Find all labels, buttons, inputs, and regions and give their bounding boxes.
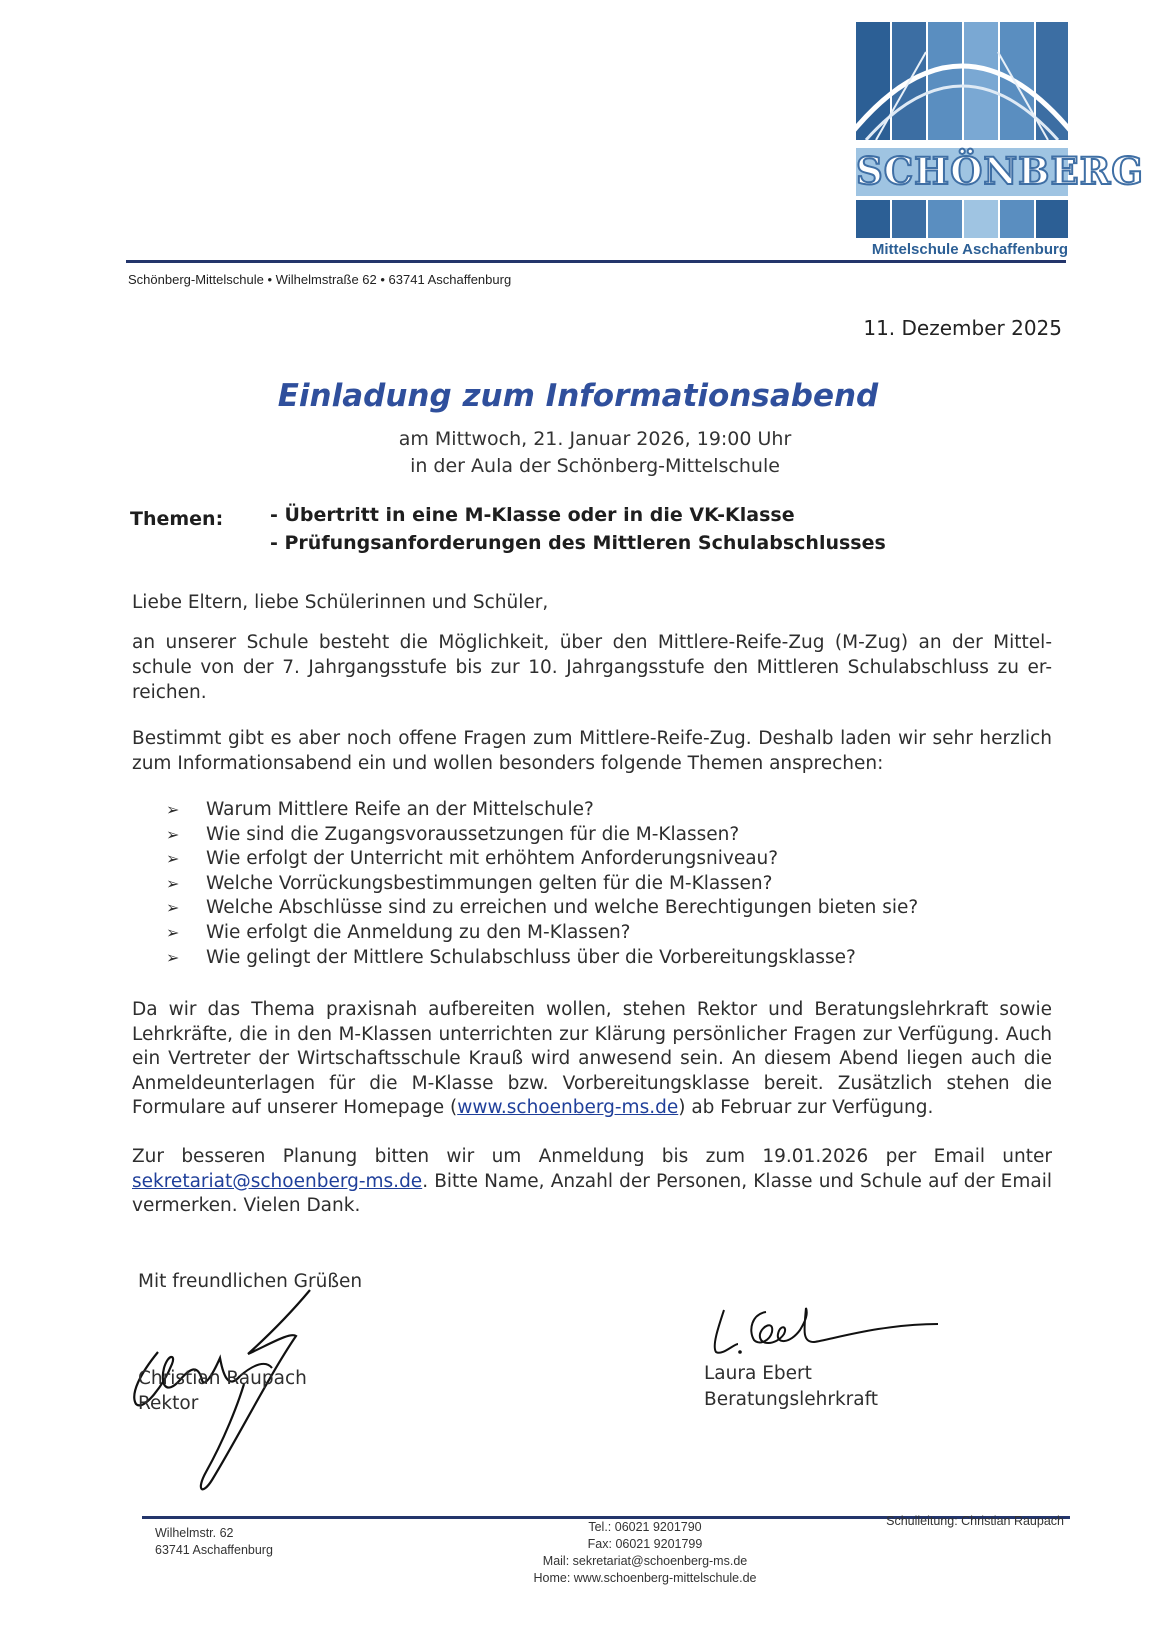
letter-title: Einladung zum Informationsabend (277, 378, 879, 414)
list-item (166, 946, 1066, 971)
question-text: Welche Vorrückungsbestimmungen gelten für die M-Klassen? (206, 872, 773, 894)
arrow-bullet-icon: ➢ (166, 873, 180, 893)
logo-brand: SCHÖNBERG (856, 149, 1144, 193)
question-text: Wie erfolgt die Anmeldung zu den M-Klassen? (206, 921, 631, 943)
paragraph-registration: Zur besseren Planung bitten wir um Anmeldung bis zum 19.01.2026 per Email unter sekretariat@schoenberg-ms.de. Bitte Name, Anzahl der Personen, Klasse und Schule auf der Email vermerken. Vielen Dank. (132, 1146, 1052, 1216)
email-link[interactable]: sekretariat@schoenberg-ms.de (132, 1170, 423, 1192)
signer-role: Beratungslehrkraft (704, 1389, 879, 1410)
paragraph-intro: an unserer Schule besteht die Möglichkeit, über den Mittlere-Reife-Zug (M-Zug) an der Mittel-schule von der 7. Jahrgangsstufe bis zur 10. Jahrgangsstufe den Mittleren Schulabschluss zu er-reichen. (132, 632, 1052, 703)
paragraph-questions-intro: Bestimmt gibt es aber noch offene Fragen zum Mittlere-Reife-Zug. Deshalb laden wir sehr herzlich zum Informationsabend ein und wollen besonders folgende Themen ansprechen: (132, 728, 1052, 774)
list-item (166, 921, 1066, 946)
logo-lower-bars (856, 200, 1068, 238)
question-text: Welche Abschlüsse sind zu erreichen und welche Berechtigungen bieten sie? (206, 897, 919, 919)
footer-leadership: Schulleitung: Christian Raupach (886, 1514, 1064, 1528)
letter-date: 11. Dezember 2025 (863, 316, 1062, 340)
question-text: Wie erfolgt der Unterricht mit erhöhtem Anforderungsniveau? (206, 848, 779, 870)
footer-address: Wilhelmstr. 62 63741 Aschaffenburg (155, 1526, 273, 1557)
signature-ebert (710, 1300, 940, 1370)
greeting: Liebe Eltern, liebe Schülerinnen und Schüler, (132, 592, 549, 613)
question-text: Warum Mittlere Reife an der Mittelschule? (206, 799, 594, 820)
paragraph-details: Da wir das Thema praxisnah aufbereiten wollen, stehen Rektor und Beratungslehrkraft sowie Lehrkräfte, die in den M-Klassen unterrichten zur Klärung persönlicher Fragen zur Verfügung. Auch ein Vertreter der Wirtschaftsschule Krauß wird anwesend sein. An diesem Abend liegen auch die Anmeldeunterlagen für die M-Klasse bzw. Vorbereitungsklasse bereit. Zusätzlich stehen die Formulare auf unserer Homepage (www.schoenberg-ms.de) ab Februar zur Verfügung. (132, 999, 1052, 1118)
arrow-bullet-icon: ➢ (166, 824, 180, 844)
arrow-bullet-icon: ➢ (166, 922, 180, 942)
homepage-link[interactable]: www.schoenberg-ms.de (457, 1097, 679, 1118)
footer-contact: Tel.: 06021 9201790 Fax: 06021 9201799 Mail: sekretariat@schoenberg-ms.de Home: www.schoenberg-mittelschule.de (533, 1520, 757, 1585)
theme-item: - Prüfungsanforderungen des Mittleren Schulabschlusses (270, 532, 886, 554)
sender-address: Schönberg-Mittelschule • Wilhelmstraße 62 • 63741 Aschaffenburg (128, 272, 512, 287)
list-item (166, 823, 1066, 848)
question-text: Wie gelingt der Mittlere Schulabschluss über die Vorbereitungsklasse? (206, 946, 856, 968)
signer-name: Christian Raupach (138, 1368, 307, 1389)
list-item (166, 847, 1066, 872)
themes-label: Themen: (130, 508, 224, 530)
school-logo (856, 22, 1144, 262)
arrow-bullet-icon: ➢ (166, 849, 180, 869)
list-item (166, 896, 1066, 921)
theme-item: - Übertritt in eine M-Klasse oder in die VK-Klasse (270, 504, 795, 526)
logo-emblem (856, 22, 1068, 140)
list-item (166, 872, 1066, 897)
event-time: am Mittwoch, 21. Januar 2026, 19:00 Uhr (398, 428, 792, 450)
event-location: in der Aula der Schönberg-Mittelschule (410, 455, 780, 477)
closing: Mit freundlichen Grüßen (138, 1271, 363, 1292)
arrow-bullet-icon: ➢ (166, 947, 180, 967)
list-item (166, 798, 1066, 823)
signer-name: Laura Ebert (704, 1363, 812, 1384)
question-text: Wie sind die Zugangsvoraussetzungen für die M-Klassen? (206, 823, 740, 845)
question-list (166, 798, 1066, 970)
arrow-bullet-icon: ➢ (166, 898, 180, 918)
signer-role: Rektor (138, 1393, 199, 1414)
logo-subtitle: Mittelschule Aschaffenburg (871, 241, 1068, 258)
header-rule (126, 260, 1066, 263)
arrow-bullet-icon: ➢ (166, 800, 180, 819)
